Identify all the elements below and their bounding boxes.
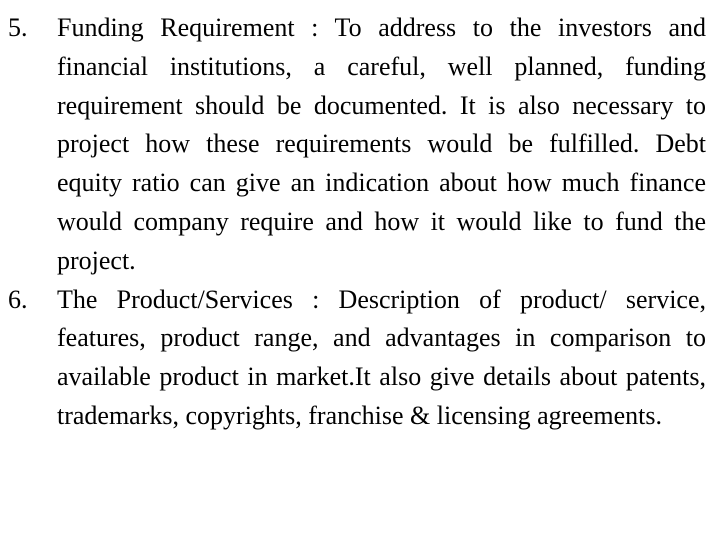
list-item-number: 5. bbox=[8, 13, 28, 42]
list-item-text: Funding Requirement : To address to the investors and financial institutions, a careful, well planned, funding requirement should be documented. It is also necessary to project how these requirements would be fulfilled. Debt equity ratio can give an indication about how much finance would company require and how it would like to fund the project. bbox=[57, 13, 706, 275]
list-item-text: The Product/Services : Description of product/ service, features, product range, and advantages in comparison to available product in market.It also give details about patents, trademarks, copyrights, franchise & licensing agreements. bbox=[57, 284, 706, 430]
list-item-6 bbox=[8, 281, 706, 436]
list-item-5 bbox=[8, 9, 706, 281]
list-item-number: 6. bbox=[8, 284, 28, 314]
numbered-list bbox=[8, 9, 706, 436]
